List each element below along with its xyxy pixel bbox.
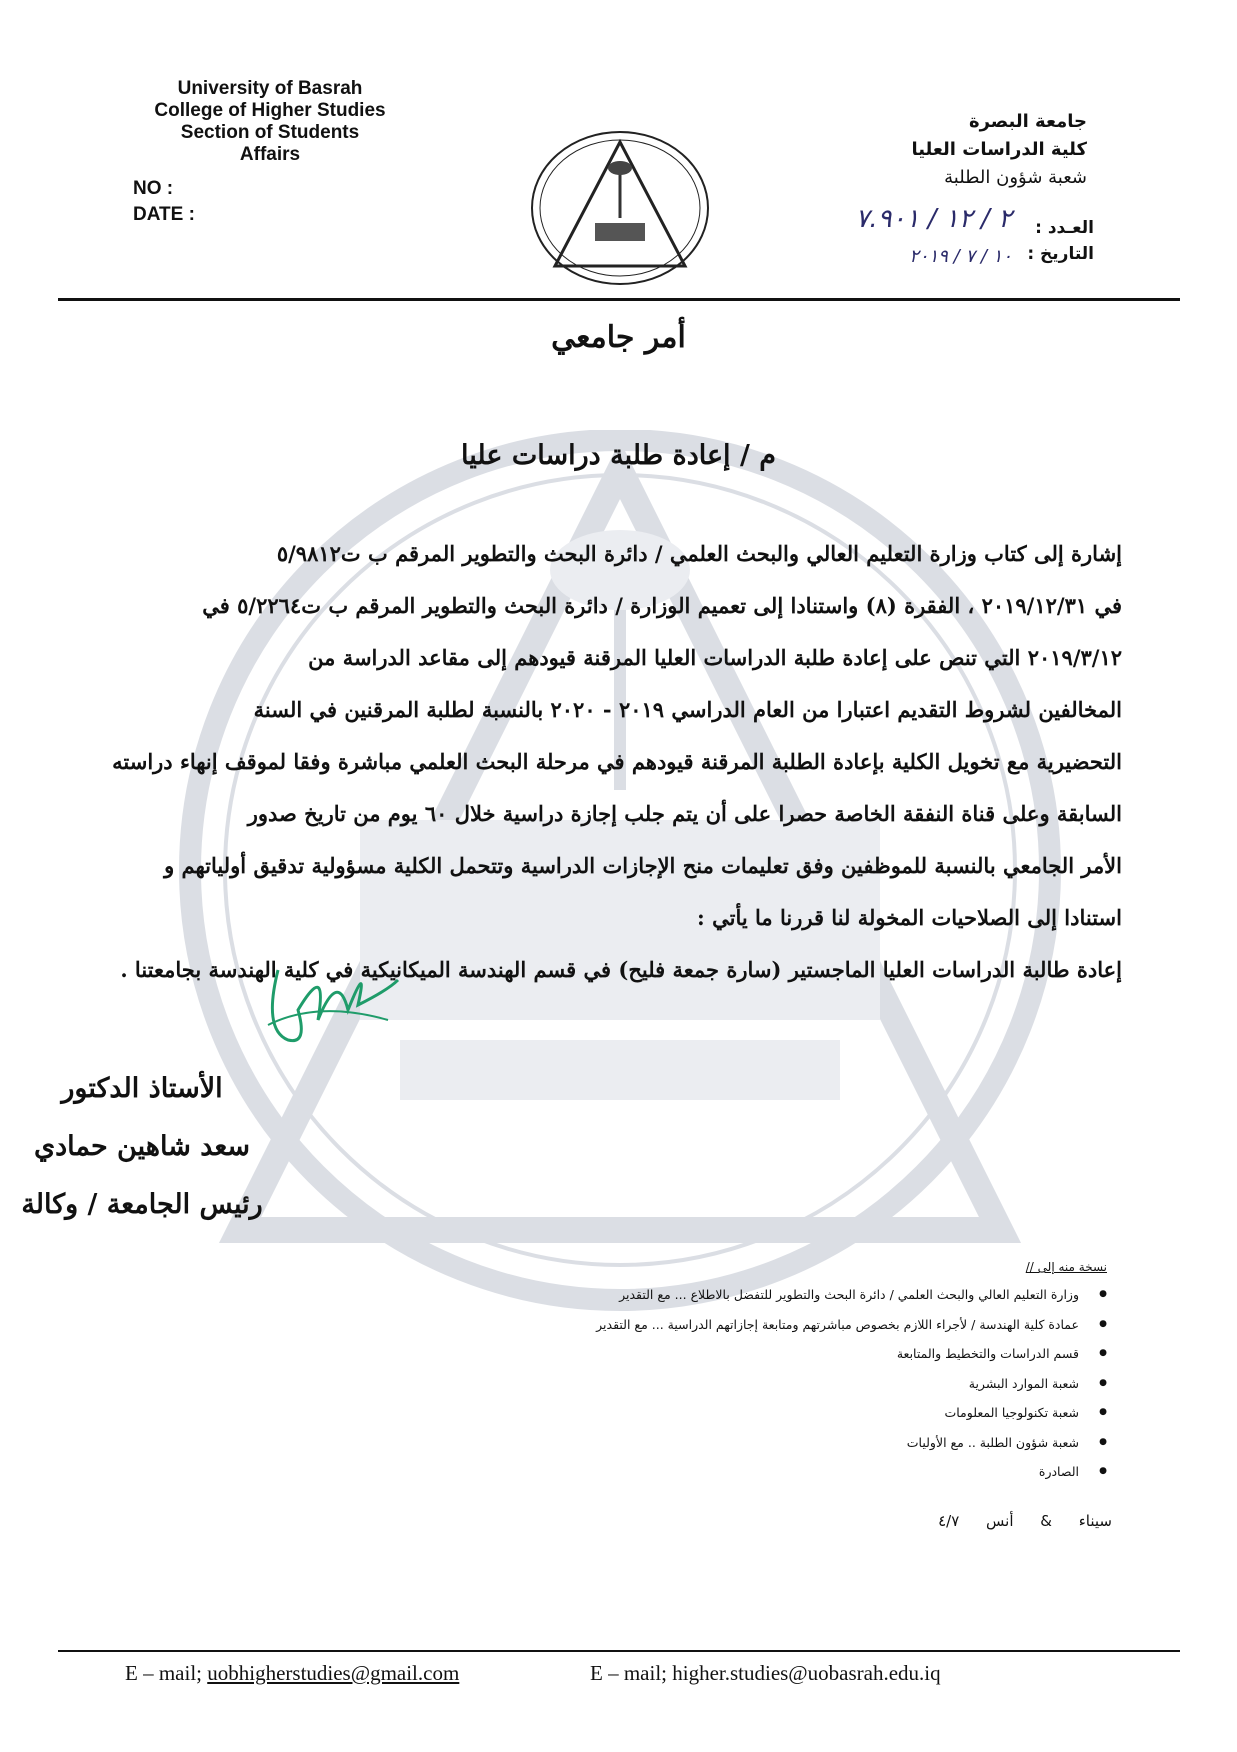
arabic-header <box>787 108 1087 192</box>
document-body <box>107 528 1122 996</box>
english-header <box>130 78 410 166</box>
body-line: المخالفين لشروط التقديم اعتبارا من العام الدراسي ٢٠١٩ - ٢٠٢٠ بالنسبة لطلبة المرقنين في السنة <box>253 697 1122 722</box>
copies-item: ● شعبة شؤون الطلبة .. مع الأوليات <box>407 1428 1107 1458</box>
signature-block <box>0 1060 302 1234</box>
footer-email-left <box>125 1661 459 1686</box>
copies-list <box>407 1260 1107 1487</box>
date-label-en: DATE : <box>133 204 195 225</box>
footer-email-link[interactable]: uobhigherstudies@gmail.com <box>207 1661 460 1685</box>
body-line: التحضيرية مع تخويل الكلية بإعادة الطلبة المرقنة قيودهم في مرحلة البحث العلمي مباشرة وفقا لموقف إنهاء دراسته <box>112 749 1122 774</box>
body-line: استنادا إلى الصلاحيات المخولة لنا قررنا ما يأتي : <box>697 905 1122 930</box>
university-seal <box>525 128 715 288</box>
signatory-position: رئيس الجامعة / وكالة <box>21 1189 263 1220</box>
body-line: إعادة طالبة الدراسات العليا الماجستير (سارة جمعة فليح) في قسم الهندسة الميكانيكية في كلية الهندسة بجامعتنا . <box>120 957 1122 982</box>
university-name-en: University of Basrah <box>177 78 363 99</box>
college-name-en: College of Higher Studies <box>154 100 386 121</box>
section-name-en: Section of Students <box>180 122 360 143</box>
document-subject: م / إعادة طلبة دراسات عليا <box>461 440 776 471</box>
copies-item: ● قسم الدراسات والتخطيط والمتابعة <box>407 1339 1107 1369</box>
copies-item: ● شعبة الموارد البشرية <box>407 1369 1107 1399</box>
date-label-ar: التاريخ : <box>1027 244 1094 264</box>
footer-email-left-prefix: E – mail; <box>125 1661 202 1685</box>
college-name-ar: كلية الدراسات العليا <box>911 139 1087 160</box>
body-line: الأمر الجامعي بالنسبة للموظفين وفق تعليمات منح الإجازات الدراسية وتتحمل الكلية مسؤولية تدقيق أولياتهم و <box>164 853 1122 878</box>
body-line: ٢٠١٩/٣/١٢ التي تنص على إعادة طلبة الدراسات العليا المرقنة قيودهم إلى مقاعد الدراسة من <box>308 645 1122 670</box>
section-name-ar: شعبة شؤون الطلبة <box>944 167 1087 188</box>
no-label-en: NO : <box>133 178 174 199</box>
copies-item: ● الصادرة <box>407 1457 1107 1487</box>
handwritten-signature <box>258 950 408 1070</box>
university-name-ar: جامعة البصرة <box>968 111 1087 132</box>
footer-email-right: E – mail; higher.studies@uobasrah.edu.iq <box>590 1661 941 1685</box>
typist-initials: سيناء & أنس ٤/٧ <box>938 1512 1112 1530</box>
copies-item: ● شعبة تكنولوجيا المعلومات <box>407 1398 1107 1428</box>
handwritten-date: ١٠ / ٧ / ٢٠١٩ <box>909 246 1012 267</box>
number-label-ar: العـدد : <box>1035 218 1094 238</box>
copies-header: نسخة منه إلى // <box>1025 1260 1107 1274</box>
footer-divider <box>58 1650 1180 1652</box>
signatory-name: سعد شاهين حمادي <box>33 1131 251 1162</box>
body-line: في ٢٠١٩/١٢/٣١ ، الفقرة (٨) واستنادا إلى تعميم الوزارة / دائرة البحث والتطوير المرقم ب ت٥/٢٢٦٤ في <box>202 593 1122 618</box>
section-name-en-2: Affairs <box>239 144 301 165</box>
body-line: السابقة وعلى قناة النفقة الخاصة حصرا على أن يتم جلب إجازة دراسية خلال ٦٠ يوم من تاريخ صدور <box>247 801 1122 826</box>
document-title: أمر جامعي <box>551 320 686 355</box>
signatory-title: الأستاذ الدكتور <box>61 1073 223 1104</box>
copies-item: ● وزارة التعليم العالي والبحث العلمي / دائرة البحث والتطوير للتفضل بالاطلاع ... مع التقدير <box>407 1280 1107 1310</box>
copies-item: ● عمادة كلية الهندسة / لأجراء اللازم بخصوص مباشرتهم ومتابعة إجازاتهم الدراسية ... مع التقدير <box>407 1310 1107 1340</box>
header-divider <box>58 298 1180 301</box>
handwritten-number: ٢ / ١٢ / ٧.٩٠١ <box>855 204 1012 234</box>
body-line: إشارة إلى كتاب وزارة التعليم العالي والبحث العلمي / دائرة البحث والتطوير المرقم ب ت٥/٩٨١٢ <box>276 541 1122 566</box>
